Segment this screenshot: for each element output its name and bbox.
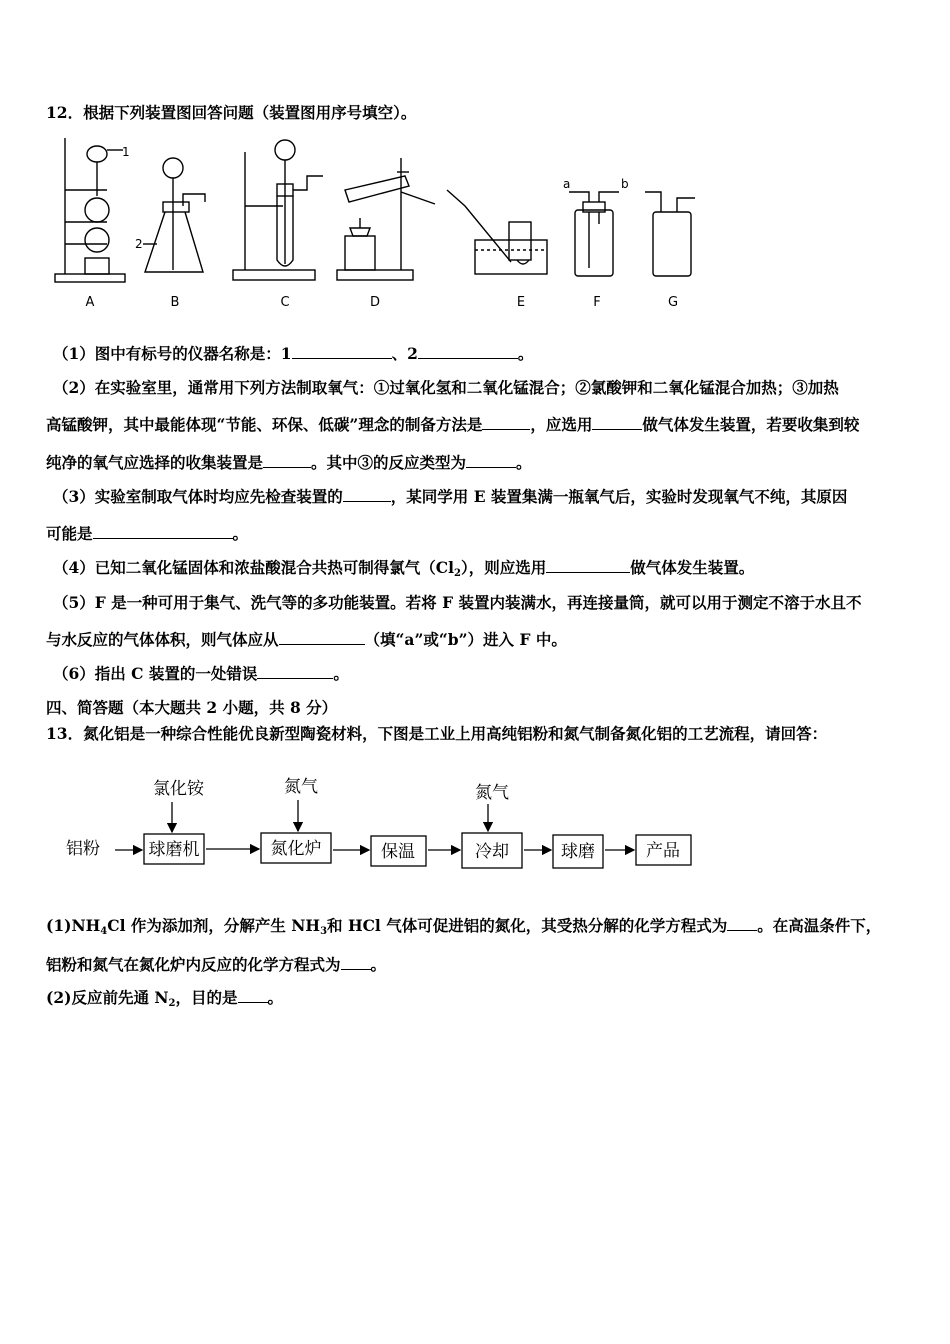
marker-1: 1 [122,145,130,159]
apparatus-e [447,190,547,274]
port-a-label: a [563,177,571,191]
q12-part4: （4）已知二氧化锰固体和浓盐酸混合共热可制得氯气$(Cl_2)$，则应选用 做气体发生装置。 [53,558,755,579]
flow-label-cooling: 冷却 [475,842,509,862]
process-flowchart [60,770,710,875]
apparatus-label-e: E [516,295,526,310]
apparatus-label-f: F [593,295,601,310]
q12-part2-line2: 高锰酸钾，其中最能体现“节能、环保、低碳”理念的制备方法是 ，应选用 做气体发生装置，若要收集到较 [46,415,860,434]
flow-label-ball-mill: 球磨机 [148,840,200,860]
q12-part5-line1: （5）F 是一种可用于集气、洗气等的多功能装置。若将 F 装置内装满水，再连接量筒，就可以用于测定不溶于水且不 [53,593,862,612]
flow-input-n2-2: 氮气 [475,783,509,803]
apparatus-f [569,192,619,276]
q13-title: 13．氮化铝是一种综合性能优良新型陶瓷材料，下图是工业上用高纯铝粉和氮气制备氮化铝的工艺流程，请回答： [46,724,828,743]
q12-part3-line1: （3）实验室制取气体时均应先检查装置的 ，某同学用 E 装置集满一瓶氧气后，实验时发现氧气不纯，其原因 [53,487,848,506]
apparatus-label-b: B [170,295,180,310]
flow-label-insulation: 保温 [381,842,415,862]
apparatus-label-c: C [280,295,290,310]
q12-part2-line3: 纯净的氧气应选择的收集装置是 。其中③的反应类型为 。 [46,453,532,472]
q12-part6: （6）指出 C 装置的一处错误 。 [53,664,349,683]
section-4-heading: 四、简答题（本大题共 2 小题，共 8 分） [46,698,338,717]
flow-label-grinding: 球磨 [561,842,595,862]
port-b-label: b [621,177,629,191]
q12-title: 12．根据下列装置图回答问题（装置图用序号填空）。 [46,103,417,122]
q12-part2-line1: （2）在实验室里，通常用下列方法制取氧气：①过氧化氢和二氧化锰混合；②氯酸钾和二氧化锰混合加热；③加热 [53,378,839,397]
flow-start-label: 铝粉 [66,839,100,859]
q12-part5-line2: 与水反应的气体体积，则气体应从 （填“a”或“b”）进入 F 中。 [46,630,567,649]
apparatus-label-g: G [667,295,679,310]
q13-part1-line2: 铝粉和氮气在氮化炉内反应的化学方程式为 。 [46,955,387,974]
q12-part3-line2: 可能是 。 [46,524,249,543]
apparatus-a [55,138,125,282]
apparatus-d [337,158,435,280]
apparatus-c [233,140,323,280]
apparatus-label-a: A [85,295,95,310]
flow-input-nh4cl: 氯化铵 [153,779,204,799]
flow-label-product: 产品 [646,841,680,861]
apparatus-b [143,158,205,272]
q12-part1: （1）图中有标号的仪器名称是：1 、2 。 [53,344,534,363]
flow-label-nitriding-furnace: 氮化炉 [270,839,322,859]
apparatus-figure [45,132,705,314]
flow-input-n2-1: 氮气 [284,777,318,797]
q13-part2: (2)反应前先通 $N_2$，目的是 。 [46,988,284,1009]
q13-part1-line1: $(1)NH_4Cl$ 作为添加剂，分解产生 $NH_3$和 HCl 气体可促进铝的氮化，其受热分解的化学方程式为 。在高温条件下， [46,916,882,937]
marker-2: 2 [135,237,143,251]
apparatus-label-d: D [369,295,381,310]
apparatus-g [645,192,695,276]
